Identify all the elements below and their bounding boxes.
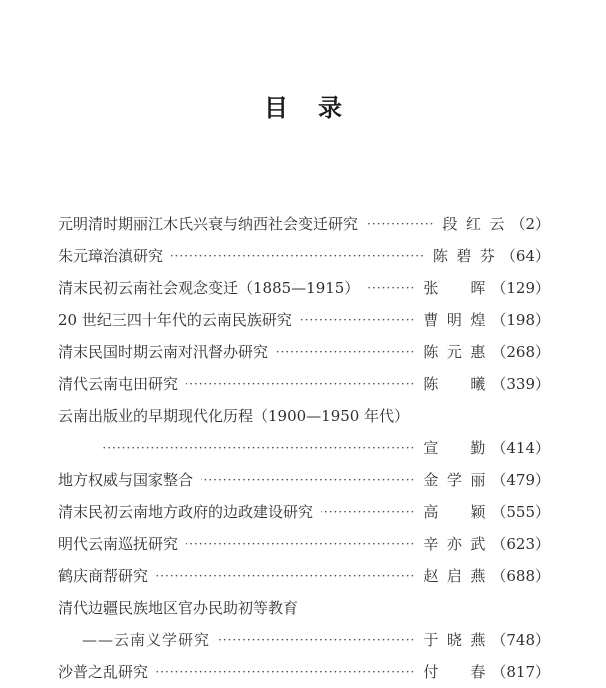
toc-entry[interactable]	[58, 208, 550, 240]
toc-entry[interactable]	[58, 656, 550, 688]
toc-entry-page: （748）	[491, 631, 550, 649]
toc-entry-title: 清代云南屯田研究	[58, 375, 179, 393]
toc-entry-page: （339）	[491, 375, 550, 393]
toc-entry-title: 云南出版业的早期现代化历程（1900—1950 年代）	[58, 407, 410, 425]
dot-leader	[367, 272, 415, 304]
toc-entry[interactable]	[58, 272, 550, 304]
toc-entry-author: 金学丽	[423, 471, 486, 489]
dot-leader	[321, 496, 415, 528]
toc-entry-page: （555）	[491, 503, 550, 521]
toc-entry-title: 地方权威与国家整合	[58, 471, 194, 489]
table-of-contents	[58, 208, 550, 688]
toc-entry-page: （479）	[491, 471, 550, 489]
toc-entry-title: 清末民初云南地方政府的边政建设研究	[58, 503, 314, 521]
toc-entry-page: （198）	[491, 311, 550, 329]
dot-leader	[366, 208, 434, 240]
toc-entry-title: 鹤庆商帮研究	[58, 567, 149, 585]
toc-entry[interactable]	[58, 496, 550, 528]
page-title-char-2: 录	[318, 94, 342, 122]
toc-entry-page: （623）	[491, 535, 550, 553]
toc-entry-page: （2）	[510, 215, 550, 233]
toc-entry-author: 曹明煌	[423, 311, 486, 329]
toc-entry-author: 付 春	[423, 663, 486, 681]
toc-entry-author: 高 颖	[423, 503, 486, 521]
toc-entry[interactable]	[58, 336, 550, 368]
toc-entry-page: （817）	[491, 663, 550, 681]
toc-entry-author: 张 晖	[423, 279, 486, 297]
dot-leader	[186, 368, 415, 400]
toc-entry-title: 清末民国时期云南对汛督办研究	[58, 343, 269, 361]
dot-leader	[171, 240, 425, 272]
toc-entry-subtitle-text: ——云南义学研究	[82, 631, 211, 649]
toc-entry-author: 赵启燕	[423, 567, 486, 585]
toc-entry-subtitle[interactable]	[58, 624, 550, 656]
toc-entry-author: 于晓燕	[423, 631, 486, 649]
dot-leader	[102, 432, 415, 464]
dot-leader	[218, 624, 415, 656]
dot-leader	[156, 560, 415, 592]
toc-entry-title: 朱元璋治滇研究	[58, 247, 164, 265]
toc-entry-continuation[interactable]	[58, 432, 550, 464]
toc-entry-page: （268）	[491, 343, 550, 361]
toc-entry-title: 元明清时期丽江木氏兴衰与纳西社会变迁研究	[58, 215, 359, 233]
dot-leader	[201, 464, 415, 496]
toc-entry[interactable]	[58, 304, 550, 336]
toc-entry-title-line[interactable]	[58, 400, 550, 432]
toc-entry-page: （414）	[491, 439, 550, 457]
toc-entry-title: 清末民初云南社会观念变迁（1885—1915）	[58, 279, 360, 297]
toc-entry-page: （129）	[491, 279, 550, 297]
dot-leader	[300, 304, 416, 336]
page-title	[0, 88, 606, 123]
toc-entry-title: 20 世纪三四十年代的云南民族研究	[58, 311, 292, 329]
toc-entry[interactable]	[58, 464, 550, 496]
toc-entry[interactable]	[58, 528, 550, 560]
toc-entry-title-line[interactable]	[58, 592, 550, 624]
toc-entry[interactable]	[58, 368, 550, 400]
toc-entry[interactable]	[58, 560, 550, 592]
dot-leader	[186, 528, 415, 560]
toc-entry[interactable]	[58, 240, 550, 272]
toc-entry-author: 段红云	[442, 215, 505, 233]
toc-entry-title: 清代边疆民族地区官办民助初等教育	[58, 599, 299, 617]
toc-entry-author: 陈碧芬	[432, 247, 495, 265]
toc-entry-author: 宣 勤	[423, 439, 486, 457]
dot-leader	[156, 656, 415, 688]
dot-leader	[276, 336, 415, 368]
toc-entry-author: 辛亦武	[423, 535, 486, 553]
toc-entry-author: 陈元惠	[423, 343, 486, 361]
toc-entry-title: 明代云南巡抚研究	[58, 535, 179, 553]
toc-entry-page: （64）	[500, 247, 550, 265]
toc-entry-page: （688）	[491, 567, 550, 585]
page-title-char-1: 目	[264, 94, 288, 122]
toc-entry-author: 陈 曦	[423, 375, 486, 393]
toc-entry-title: 沙普之乱研究	[58, 663, 149, 681]
